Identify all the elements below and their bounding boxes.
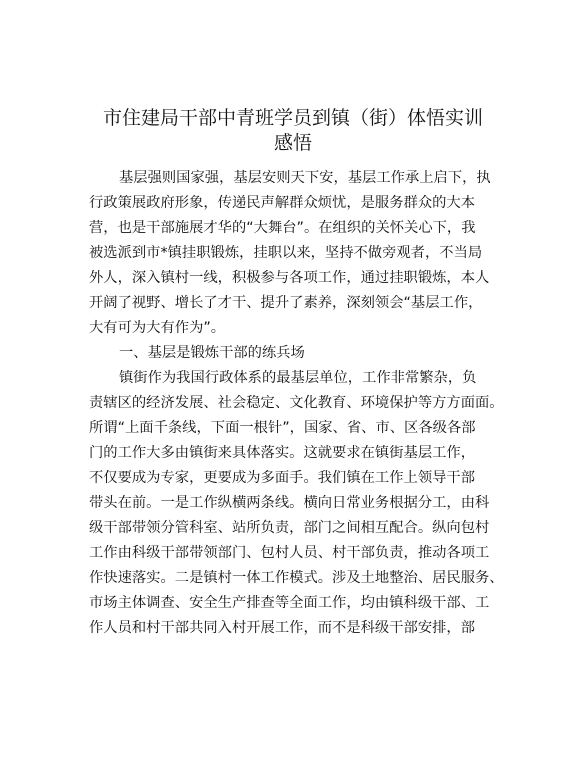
paragraph-line: 镇街作为我国行政体系的最基层单位，工作非常繁杂，负	[119, 370, 477, 386]
paragraph-line: 被选派到市*镇挂职锻炼，挂职以来，坚持不做旁观者，不当局	[89, 245, 483, 261]
paragraph-line: 外人，深入镇村一线，积极参与各项工作，通过挂职锻炼，本人	[89, 270, 490, 286]
paragraph-line: 大有可为大有作为”。	[89, 320, 226, 336]
paragraph-line: 市场主体调查、安全生产排查等全面工作，均由镇科级干部、工	[89, 595, 490, 611]
document-title-line-2: 感悟	[273, 132, 312, 154]
paragraph-line: 带头在前。一是工作纵横两条线。横向日常业务根据分工，由科	[89, 495, 490, 511]
paragraph-line: 不仅要成为专家，更要成为多面手。我们镇在工作上领导干部	[89, 470, 476, 486]
paragraph-line: 门的工作大多由镇街来具体落实。这就要求在镇街基层工作，	[89, 445, 476, 461]
document-body	[89, 166, 509, 641]
paragraph-line: 责辖区的经济发展、社会稳定、文化教育、环境保护等方方面面。	[89, 395, 504, 411]
paragraph-line: 基层强则国家强，基层安则天下安，基层工作承上启下，执	[119, 170, 491, 186]
paragraph-line: 作人员和村干部共同入村开展工作，而不是科级干部安排，部	[89, 620, 476, 636]
paragraph-line: 所谓“上面千条线，下面一根针”，国家、省、市、区各级各部	[89, 420, 476, 436]
paragraph-line: 作快速落实。二是镇村一体工作模式。涉及土地整治、居民服务、	[89, 570, 504, 586]
paragraph-line: 级干部带领分管科室、站所负责，部门之间相互配合。纵向包村	[89, 520, 490, 536]
paragraph-line: 营，也是干部施展才华的“大舞台”。在组织的关怀关心下，我	[89, 220, 476, 236]
paragraph-line: 工作由科级干部带领部门、包村人员、村干部负责，推动各项工	[89, 545, 490, 561]
document-title-line-1: 市住建局干部中青班学员到镇（街）体悟实训	[102, 107, 483, 129]
section-heading: 一、基层是锻炼干部的练兵场	[119, 345, 305, 361]
paragraph-line: 开阔了视野、增长了才干、提升了素养，深刻领会“基层工作，	[89, 295, 483, 311]
paragraph-line: 行政策展政府形象，传递民声解群众烦忧，是服务群众的大本	[89, 195, 476, 211]
